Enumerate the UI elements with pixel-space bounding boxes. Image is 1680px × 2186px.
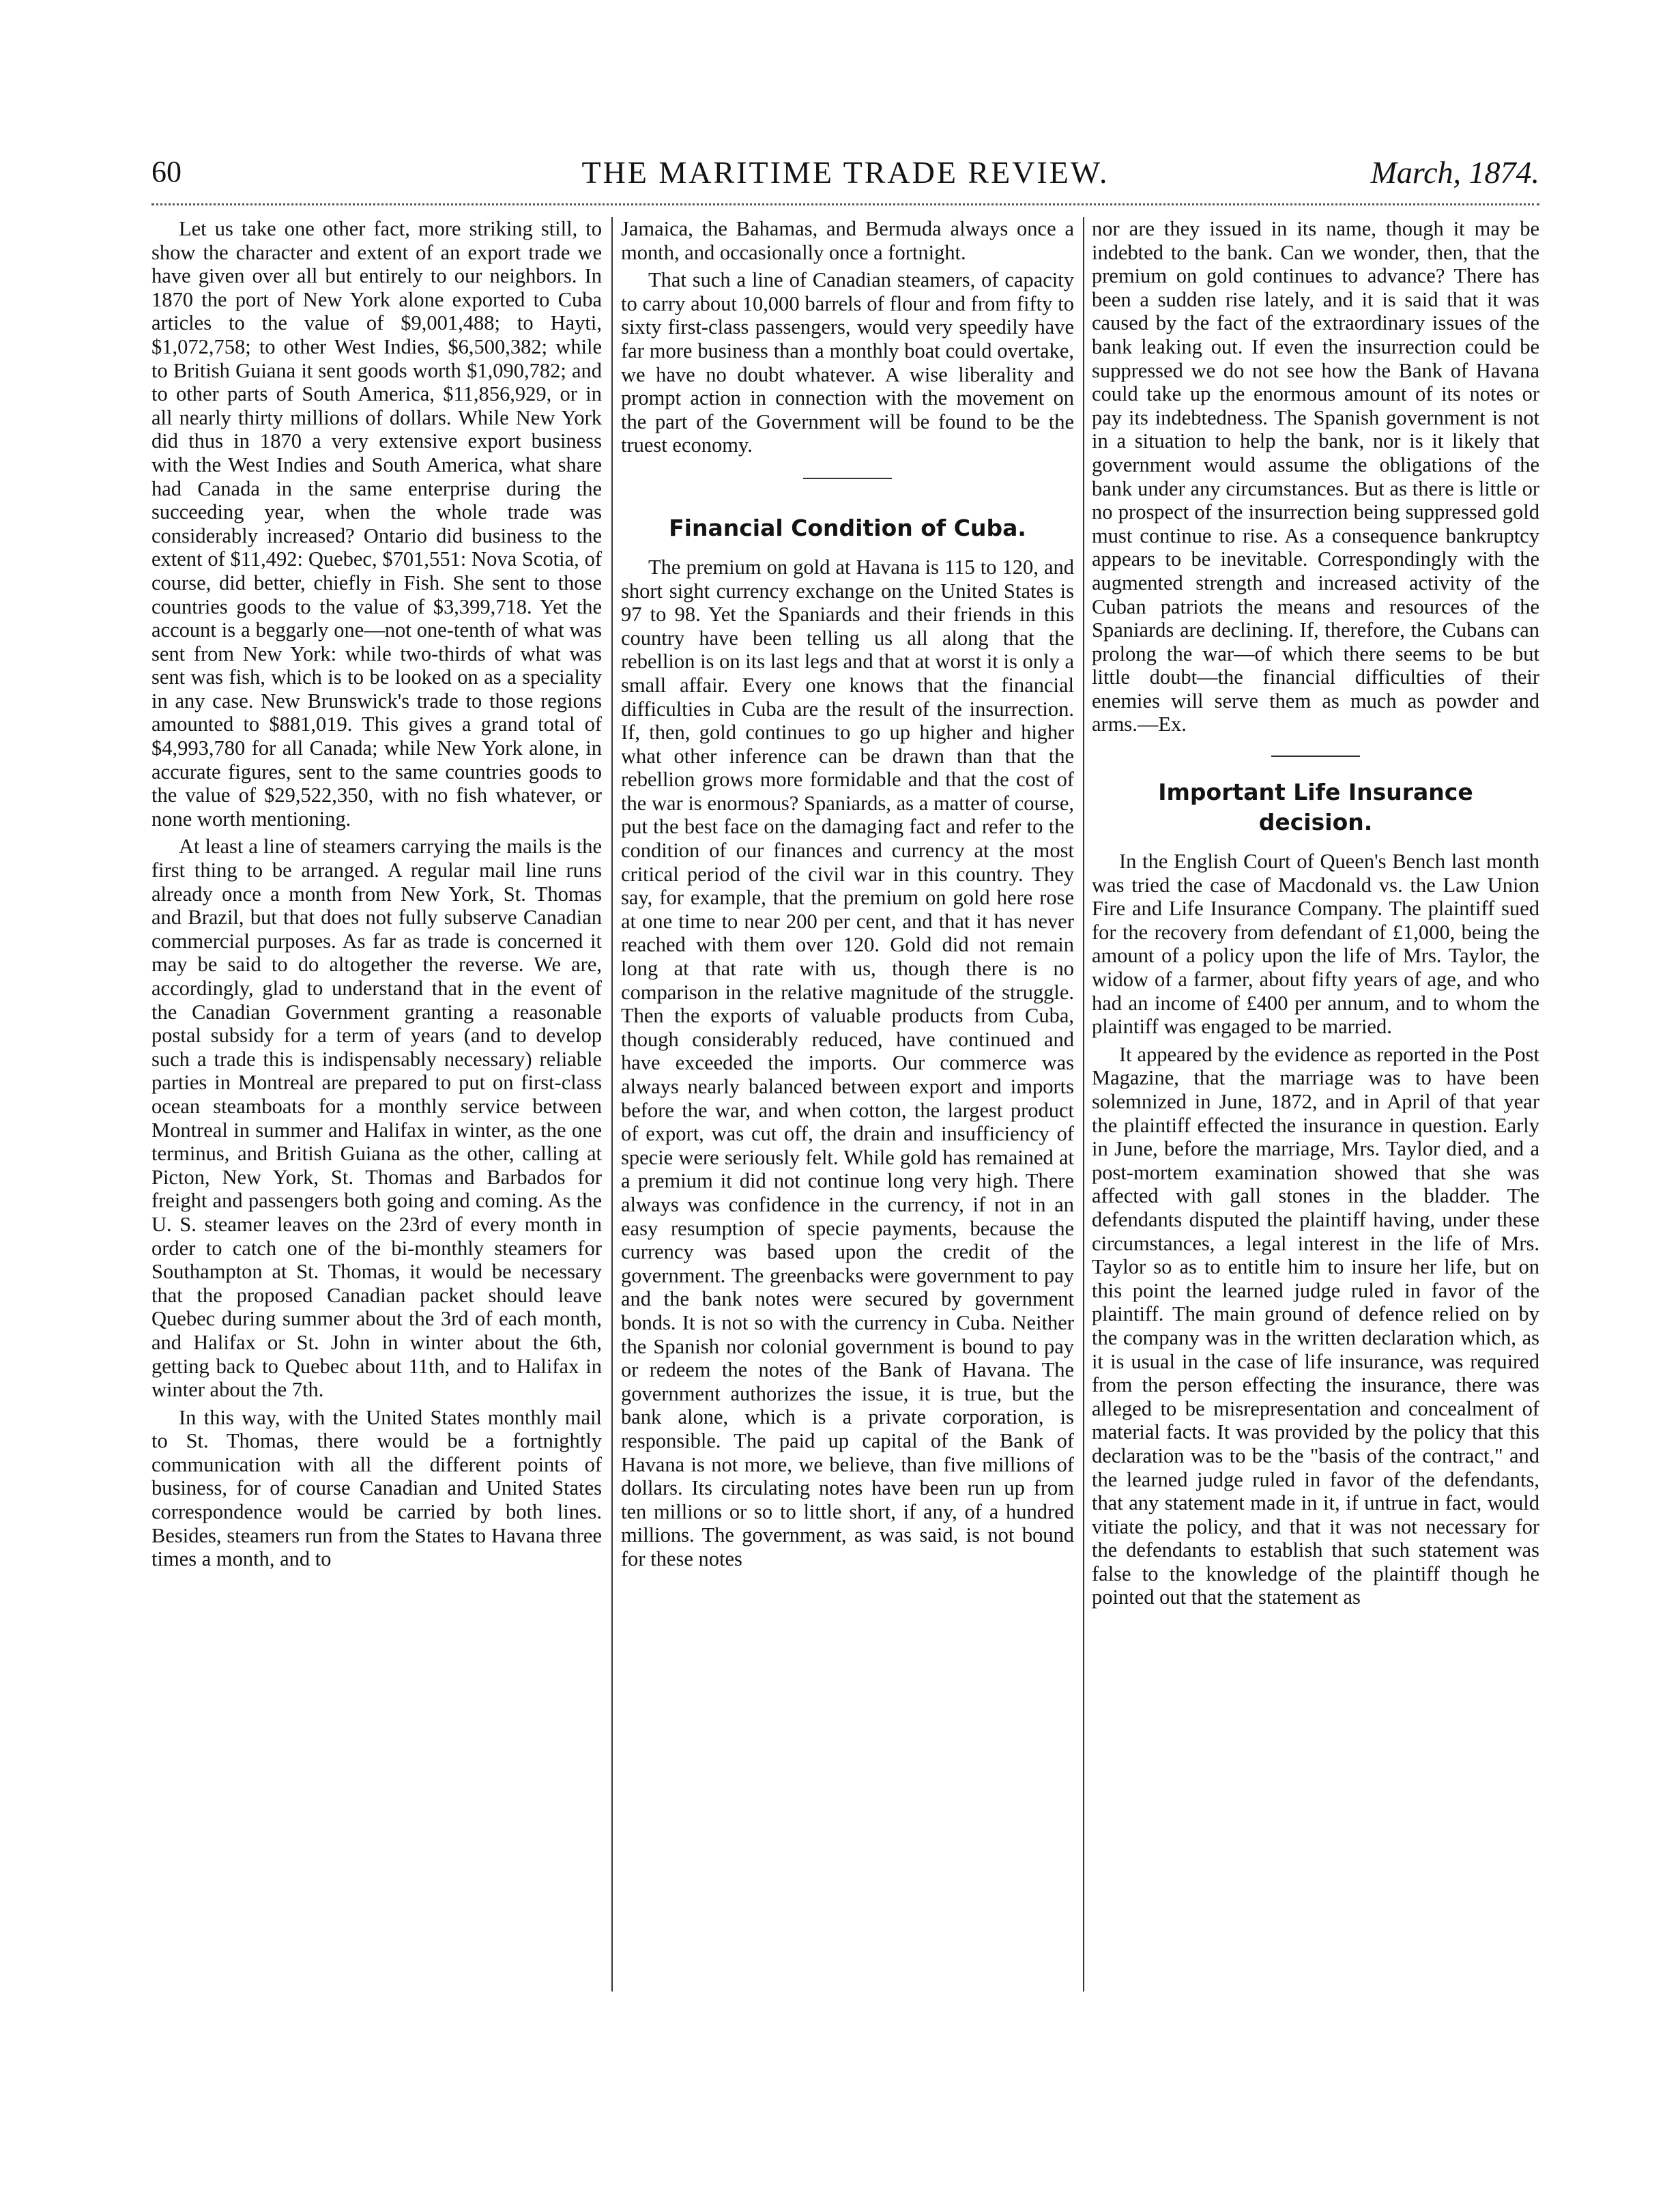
article-heading: Financial Condition of Cuba. xyxy=(669,514,1026,541)
article-heading: Important Life Insurance decision. xyxy=(1158,779,1473,836)
section-separator xyxy=(1271,756,1360,757)
issue-date: March, 1874. xyxy=(1370,155,1539,190)
article-paragraph: Jamaica, the Bahamas, and Bermuda always once a month, and occasionally once a fortnight. xyxy=(621,217,1074,264)
page-number: 60 xyxy=(151,155,182,188)
article-paragraph: Let us take one other fact, more striking still, to show the character and extent of an export trade we have given over all but entirely to our neighbors. In 1870 the port of New York alone exported to Cuba articles to the value of $9,001,488; to Hayti, $1,072,758; to other West Indies, $6,500,382; while to British Guiana it sent goods worth $1,090,782; and to other parts of South America, $11,856,929, or in all nearly thirty millions of dollars. While New York did thus in 1870 a very extensive export business with the West Indies and South America, what share had Canada in the same enterprise during the succeeding year, when the whole trade was considerably increased? Ontario did business to the extent of $11,492: Quebec, $701,551: Nova Scotia, of course, did better, chiefly in Fish. She sent to those countries goods to the value of $3,399,718. Yet the account is a beggarly one—not one-tenth of what was sent from New York: while two-thirds of what was sent was fish, which is to be looked on as a speciality in any case. New Brunswick's trade to those regions amounted to $881,019. This gives a grand total of $4,993,780 for all Canada; while New York alone, in accurate figures, sent to the same countries goods to the value of $29,522,350, with no fish whatever, or none worth mentioning. xyxy=(151,217,602,831)
article-paragraph: At least a line of steamers carrying the mails is the first thing to be arranged. A regular mail line runs already once a month from New York, St. Thomas and Brazil, but that does not fully subserve Canadian commercial purposes. As far as trade is concerned it may be said to do altogether the reverse. We are, accordingly, glad to understand that in the event of the Canadian Government granting a reasonable postal subsidy for a term of years (and to develop such a trade this is indispensably necessary) reliable parties in Montreal are prepared to put on first-class ocean steamboats for a monthly service between Montreal in summer and Halifax in winter, as the one terminus, and British Guiana as the other, calling at Picton, New York, St. Thomas and Barbados for freight and passengers both going and coming. As the U. S. steamer leaves on the 23rd of every month in order to catch one of the bi-monthly steamers for Southampton at St. Thomas, it would be necessary that the proposed Canadian packet should leave Quebec during summer about the 3rd of each month, and Halifax or St. John in winter about the 6th, getting back to Quebec about 11th, and to Halifax in winter about the 7th. xyxy=(151,835,602,1402)
column-1 xyxy=(151,217,602,1571)
column-3 xyxy=(1092,217,1539,1609)
column-2 xyxy=(621,217,1074,1570)
column-rule-1 xyxy=(611,217,613,1991)
article-paragraph: nor are they issued in its name, though it may be indebted to the bank. Can we wonder, then, that the premium on gold continues to advance? There has been a sudden rise lately, and it is said that it was caused by the fact of the extraordinary issues of the bank leaking out. If even the insurrection could be suppressed we do not see how the Bank of Havana could take up the enormous amount of its notes or pay its indebtedness. The Spanish government is not in a situation to help the bank, nor is it likely that government would assume the obligations of the bank under any circumstances. But as there is little or no prospect of the insurrection being suppressed gold must continue to rise. As a consequence bankruptcy appears to be inevitable. Correspondingly with the augmented strength and increased activity of the Cuban patriots the means and resources of the Spaniards are declining. If, therefore, the Cubans can prolong the war—of which there seems to be but little doubt—the financial difficulties of their enemies will serve them as much as powder and arms.—Ex. xyxy=(1092,217,1539,736)
header-rule xyxy=(151,203,1539,205)
section-separator xyxy=(803,478,892,479)
column-rule-2 xyxy=(1083,217,1084,1991)
article-paragraph: It appeared by the evidence as reported in the Post Magazine, that the marriage was to have been solemnized in June, 1872, and in April of that year the plaintiff effected the insurance in question. Early in June, before the marriage, Mrs. Taylor died, and a post-mortem examination showed that she was affected with gall stones in the bladder. The defendants disputed the plaintiff having, under these circumstances, a legal interest in the life of Mrs. Taylor so as to entitle him to insure her life, but on this point the learned judge ruled in favor of the plaintiff. The main ground of defence relied on by the company was in the written declaration which, as it is usual in the case of life insurance, was required from the person effecting the insurance, there was alleged to be misrepresentation and concealment of material facts. It was provided by the policy that this declaration was to be the "basis of the contract," and the learned judge ruled in favor of the defendants, that any statement made in it, if untrue in fact, would vitiate the policy, and that it was not necessary for the defendants to establish that such statement was false to the knowledge of the plaintiff though he pointed out that the statement as xyxy=(1092,1042,1539,1609)
article-paragraph: That such a line of Canadian steamers, of capacity to carry about 10,000 barrels of flour and from fifty to sixty first-class passengers, would very speedily have far more business than a monthly boat could overtake, we have no doubt whatever. A wise liberality and prompt action in connection with the movement on the part of the Government will be found to be the truest economy. xyxy=(621,268,1074,457)
article-paragraph: In this way, with the United States monthly mail to St. Thomas, there would be a fortnightly communication with all the different points of business, for of course Canadian and United States correspondence would be carried by both lines. Besides, steamers run from the States to Havana three times a month, and to xyxy=(151,1405,602,1571)
page-header xyxy=(151,154,1539,202)
journal-title: THE MARITIME TRADE REVIEW. xyxy=(581,155,1110,190)
article-paragraph: In the English Court of Queen's Bench last month was tried the case of Macdonald vs. the Law Union Fire and Life Insurance Company. The plaintiff sued for the recovery from defendant of £1,000, being the amount of a policy upon the life of Mrs. Taylor, the widow of a farmer, about fifty years of age, and who had an income of £400 per annum, and to whom the plaintiff was engaged to be married. xyxy=(1092,850,1539,1039)
article-paragraph: The premium on gold at Havana is 115 to 120, and short sight currency exchange on the United States is 97 to 98. Yet the Spaniards and their friends in this country have been telling us all along that the rebellion is on its last legs and that at worst it is only a small affair. Every one knows that the financial difficulties in Cuba are the result of the insurrection. If, then, gold continues to go up higher and higher what other inference can be drawn than that the rebellion grows more formidable and that the cost of the war is enormous? Spaniards, as a matter of course, put the best face on the damaging fact and refer to the condition of our finances and currency at the most critical period of the civil war in this country. They say, for example, that the premium on gold here rose at one time to near 200 per cent, and that it has never reached with them over 120. Gold did not remain long at that rate with us, though there is no comparison in the relative magnitude of the struggle. Then the exports of valuable products from Cuba, though considerably reduced, have continued and have exceeded the imports. Our commerce was always nearly balanced between export and imports before the war, and when cotton, the largest product of export, was cut off, the drain and insufficiency of specie were seriously felt. While gold has remained at a premium it did not continue long very high. There always was confidence in the currency, if not in an easy resumption of specie payments, because the currency was based upon the credit of the government. The greenbacks were government to pay and the bank notes were secured by government bonds. It is not so with the currency in Cuba. Neither the Spanish nor colonial government is bound to pay or redeem the notes of the Bank of Havana. The government authorizes the issue, it is true, but the bank alone, which is a private corporation, is responsible. The paid up capital of the Bank of Havana is not more, we believe, than five millions of dollars. Its circulating notes have been run up from ten millions or so to little short, if any, of a hundred millions. The government, as was said, is not bound for these notes xyxy=(621,555,1074,1570)
